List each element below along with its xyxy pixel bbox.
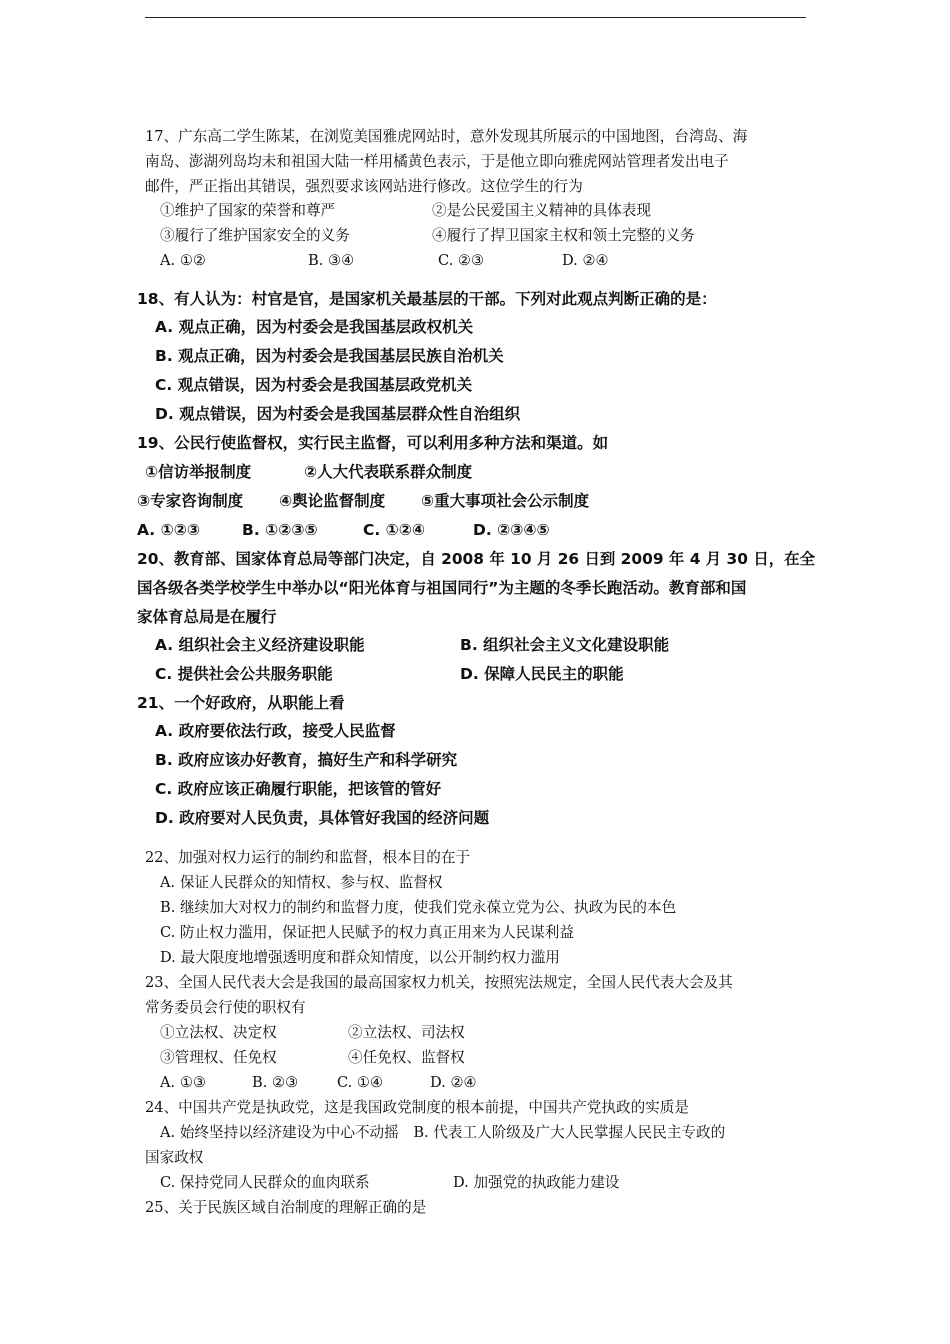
q18-stem: 18、有人认为：村官是官，是国家机关最基层的干部。下列对此观点判断正确的是： — [137, 290, 717, 308]
header-rule — [145, 17, 806, 18]
q21-option-c: C. 政府应该正确履行职能，把该管的管好 — [155, 780, 442, 798]
q20-option-a: A. 组织社会主义经济建设职能 — [155, 636, 365, 654]
q19-statement-4: ④舆论监督制度 — [279, 492, 386, 510]
q19-statement-3: ③专家咨询制度 — [137, 492, 244, 510]
q25-stem: 25、关于民族区域自治制度的理解正确的是 — [145, 1199, 427, 1216]
q17-statement-3: ③履行了维护国家安全的义务 — [160, 227, 350, 244]
q17-option-c: C. ②③ — [438, 252, 485, 269]
q19-statement-1: ①信访举报制度 — [145, 463, 252, 481]
q18-option-c: C. 观点错误，因为村委会是我国基层政党机关 — [155, 376, 473, 394]
q23-statement-4: ④任免权、监督权 — [348, 1049, 465, 1066]
q23-option-b: B. ②③ — [252, 1074, 299, 1091]
q19-option-a: A. ①②③ — [137, 521, 200, 539]
q18-option-d: D. 观点错误，因为村委会是我国基层群众性自治组织 — [155, 405, 521, 423]
q22-option-b: B. 继续加大对权力的制约和监督力度，使我们党永葆立党为公、执政为民的本色 — [160, 899, 677, 916]
q20-option-d: D. 保障人民民主的职能 — [460, 665, 624, 683]
q19-statement-5: ⑤重大事项社会公示制度 — [421, 492, 590, 510]
q23-statement-3: ③管理权、任免权 — [160, 1049, 277, 1066]
q17-stem-line2: 南岛、澎湖列岛均未和祖国大陆一样用橘黄色表示，于是他立即向雅虎网站管理者发出电子 — [145, 153, 729, 170]
q17-option-a: A. ①② — [160, 252, 206, 269]
q20-stem-line1: 20、教育部、国家体育总局等部门决定，自 2008 年 10 月 26 日到 2009 年 4 月 30 日，在全 — [137, 550, 815, 568]
q23-stem-line2: 常务委员会行使的职权有 — [145, 999, 306, 1016]
q23-option-a: A. ①③ — [160, 1074, 206, 1091]
q22-option-c: C. 防止权力滥用，保证把人民赋予的权力真正用来为人民谋利益 — [160, 924, 574, 941]
q17-statement-2: ②是公民爱国主义精神的具体表现 — [432, 202, 651, 219]
q17-statement-4: ④履行了捍卫国家主权和领土完整的义务 — [432, 227, 695, 244]
q20-stem-line3: 家体育总局是在履行 — [137, 608, 277, 626]
q20-option-c: C. 提供社会公共服务职能 — [155, 665, 333, 683]
q17-statement-1: ①维护了国家的荣誉和尊严 — [160, 202, 336, 219]
q21-stem: 21、一个好政府，从职能上看 — [137, 694, 345, 712]
q22-option-d: D. 最大限度地增强透明度和群众知情度，以公开制约权力滥用 — [160, 949, 560, 966]
q24-option-d: D. 加强党的执政能力建设 — [453, 1174, 620, 1191]
q17-stem-line1: 17、广东高二学生陈某，在浏览美国雅虎网站时，意外发现其所展示的中国地图，台湾岛、海 — [145, 128, 748, 145]
q22-stem: 22、加强对权力运行的制约和监督，根本目的在于 — [145, 849, 471, 866]
q23-stem-line1: 23、全国人民代表大会是我国的最高国家权力机关，按照宪法规定，全国人民代表大会及其 — [145, 974, 733, 991]
q24-stem: 24、中国共产党是执政党，这是我国政党制度的根本前提，中国共产党执政的实质是 — [145, 1099, 689, 1116]
q24-option-ab: A. 始终坚持以经济建设为中心不动摇 B. 代表工人阶级及广大人民掌握人民民主专政的 — [160, 1124, 726, 1141]
q17-option-b: B. ③④ — [308, 252, 355, 269]
q20-option-b: B. 组织社会主义文化建设职能 — [460, 636, 670, 654]
q21-option-b: B. 政府应该办好教育，搞好生产和科学研究 — [155, 751, 458, 769]
q18-option-a: A. 观点正确，因为村委会是我国基层政权机关 — [155, 318, 474, 336]
q17-option-d: D. ②④ — [562, 252, 609, 269]
q23-statement-1: ①立法权、决定权 — [160, 1024, 277, 1041]
q20-stem-line2: 国各级各类学校学生中举办以“阳光体育与祖国同行”为主题的冬季长跑活动。教育部和国 — [137, 579, 747, 597]
q19-statement-2: ②人大代表联系群众制度 — [304, 463, 473, 481]
q19-option-d: D. ②③④⑤ — [473, 521, 550, 539]
q23-option-d: D. ②④ — [430, 1074, 477, 1091]
q23-statement-2: ②立法权、司法权 — [348, 1024, 465, 1041]
q23-option-c: C. ①④ — [337, 1074, 384, 1091]
q19-option-c: C. ①②④ — [363, 521, 426, 539]
q18-option-b: B. 观点正确，因为村委会是我国基层民族自治机关 — [155, 347, 504, 365]
q24-option-c: C. 保持党同人民群众的血肉联系 — [160, 1174, 370, 1191]
q21-option-a: A. 政府要依法行政，接受人民监督 — [155, 722, 396, 740]
q17-stem-line3: 邮件，严正指出其错误，强烈要求该网站进行修改。这位学生的行为 — [145, 178, 583, 195]
q19-option-b: B. ①②③⑤ — [242, 521, 318, 539]
q24-option-b-continued: 国家政权 — [145, 1149, 204, 1166]
q21-option-d: D. 政府要对人民负责，具体管好我国的经济问题 — [155, 809, 490, 827]
q22-option-a: A. 保证人民群众的知情权、参与权、监督权 — [160, 874, 443, 891]
q19-stem: 19、公民行使监督权，实行民主监督，可以利用多种方法和渠道。如 — [137, 434, 609, 452]
